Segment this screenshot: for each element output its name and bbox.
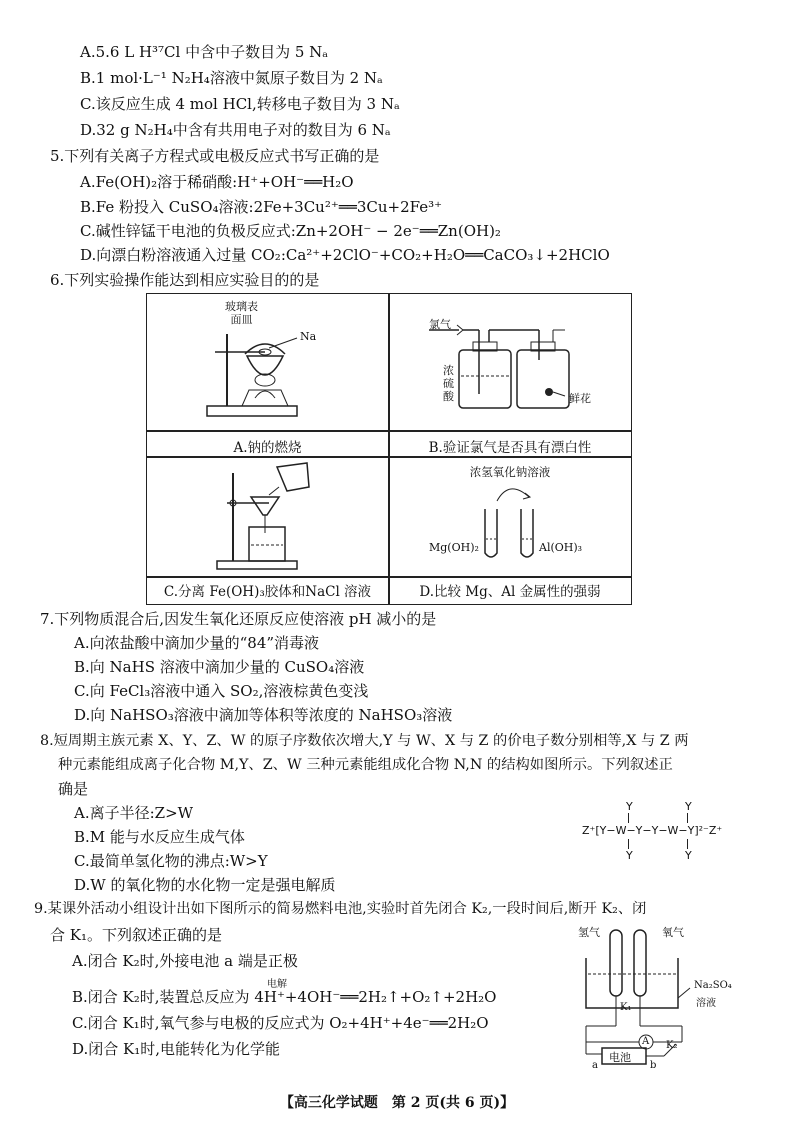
label-na: Na xyxy=(300,330,317,343)
q4-option-c: C.该反应生成 4 mol HCl,转移电子数目为 3 Nₐ xyxy=(80,95,400,113)
q9-fuel-cell-diagram xyxy=(572,922,742,1074)
label-terminal-b: b xyxy=(650,1060,657,1071)
label-aloh3: Al(OH)₃ xyxy=(539,541,583,554)
q6-figure-table xyxy=(146,293,632,605)
q5-option-c: C.碱性锌锰干电池的负极反应式:Zn+2OH⁻ − 2e⁻══Zn(OH)₂ xyxy=(80,222,501,240)
label-mgoh2: Mg(OH)₂ xyxy=(429,541,479,554)
q7-option-c: C.向 FeCl₃溶液中通入 SO₂,溶液棕黄色变浅 xyxy=(74,682,369,700)
q9-stem-line2: 合 K₁。下列叙述正确的是 xyxy=(50,926,222,944)
apparatus-a-sodium-combustion xyxy=(147,294,388,430)
q8-option-d: D.W 的氧化物的水化物一定是强电解质 xyxy=(74,876,336,894)
q4-option-d: D.32 g N₂H₄中含有共用电子对的数目为 6 Nₐ xyxy=(80,121,391,139)
q4-option-a: A.5.6 L H³⁷Cl 中含中子数目为 5 Nₐ xyxy=(80,43,329,61)
label-cl2: 氯气 xyxy=(429,318,451,331)
q8-option-c: C.最简单氢化物的沸点:W>Y xyxy=(74,852,268,870)
q4-option-b: B.1 mol·L⁻¹ N₂H₄溶液中氮原子数目为 2 Nₐ xyxy=(80,69,383,87)
q9-option-b: B.闭合 K₂时,装置总反应为 4H⁺+4OH⁻══2H₂↑+O₂↑+2H₂O xyxy=(72,988,497,1006)
label-ammeter: A xyxy=(642,1036,650,1047)
label-k2: K₂ xyxy=(666,1040,678,1051)
structure-formula: Z⁺[Y−W−Y−Y−W−Y]²⁻Z⁺ xyxy=(582,824,723,837)
label-terminal-a: a xyxy=(592,1060,598,1071)
q9-option-d: D.闭合 K₁时,电能转化为化学能 xyxy=(72,1040,281,1058)
label-o2: 氧气 xyxy=(662,926,684,939)
label-watch-glass: 玻璃表 面皿 xyxy=(225,300,258,326)
caption-a: A.钠的燃烧 xyxy=(233,440,302,456)
label-battery: 电池 xyxy=(609,1051,631,1064)
q8-stem-line1: 8.短周期主族元素 X、Y、Z、W 的原子序数依次增大,Y 与 W、X 与 Z 的价电子数分别相等,X 与 Z 两 xyxy=(40,733,689,749)
q5-option-a: A.Fe(OH)₂溶于稀硝酸:H⁺+OH⁻══H₂O xyxy=(80,173,354,191)
caption-c: C.分离 Fe(OH)₃胶体和NaCl 溶液 xyxy=(163,584,372,600)
q5-option-b: B.Fe 粉投入 CuSO₄溶液:2Fe+3Cu²⁺══3Cu+2Fe³⁺ xyxy=(80,198,443,216)
label-fresh-flower: 鲜花 xyxy=(569,392,591,405)
caption-b: B.验证氯气是否具有漂白性 xyxy=(428,440,592,456)
q5-option-d: D.向漂白粉溶液通入过量 CO₂:Ca²⁺+2ClO⁻+CO₂+H₂O══CaCO₃↓+2HClO xyxy=(80,246,610,264)
q9-option-c: C.闭合 K₁时,氧气参与电极的反应式为 O₂+4H⁺+4e⁻══2H₂O xyxy=(72,1014,489,1032)
q9-stem-line1: 9.某课外活动小组设计出如下图所示的简易燃料电池,实验时首先闭合 K₂,一段时间后,断开 K₂、闭 xyxy=(34,901,647,917)
apparatus-b-chlorine-bleaching xyxy=(389,294,631,430)
q6-stem: 6.下列实验操作能达到相应实验目的的是 xyxy=(50,271,320,289)
label-na2so4: Na₂SO₄ xyxy=(694,980,732,991)
q7-option-b: B.向 NaHS 溶液中滴加少量的 CuSO₄溶液 xyxy=(74,658,365,676)
label-electrolysis: 电解 xyxy=(267,979,287,990)
apparatus-c-filtration xyxy=(147,457,388,576)
q8-stem-line3: 确是 xyxy=(58,780,89,798)
label-conc-naoh: 浓氢氧化钠溶液 xyxy=(469,465,551,479)
q7-stem: 7.下列物质混合后,因发生氧化还原反应使溶液 pH 减小的是 xyxy=(40,610,437,628)
label-conc-h2so4: 浓 硫 酸 xyxy=(443,364,454,403)
q8-stem-line2: 种元素能组成离子化合物 M,Y、Z、W 三种元素能组成化合物 N,N 的结构如图所示。下列叙述正 xyxy=(58,757,673,773)
label-solution: 溶液 xyxy=(696,998,716,1009)
q8-option-a: A.离子半径:Z>W xyxy=(74,804,194,822)
caption-d: D.比较 Mg、Al 金属性的强弱 xyxy=(419,584,601,600)
q8-option-b: B.M 能与水反应生成气体 xyxy=(74,828,245,846)
q8-structure-n: Y Y Z⁺[Y−W−Y−Y−W−Y]²⁻Z⁺ Y Y xyxy=(582,800,723,862)
q5-stem: 5.下列有关离子方程式或电极反应式书写正确的是 xyxy=(50,147,380,165)
q9-option-a: A.闭合 K₂时,外接电池 a 端是正极 xyxy=(72,952,298,970)
label-h2: 氢气 xyxy=(578,926,600,939)
q7-option-d: D.向 NaHSO₃溶液中滴加等体积等浓度的 NaHSO₃溶液 xyxy=(74,706,453,724)
q7-option-a: A.向浓盐酸中滴加少量的“84”消毒液 xyxy=(74,634,320,652)
label-k1: K₁ xyxy=(620,1002,632,1013)
page-footer: 【高三化学试题 第 2 页(共 6 页)】 xyxy=(279,1095,515,1111)
